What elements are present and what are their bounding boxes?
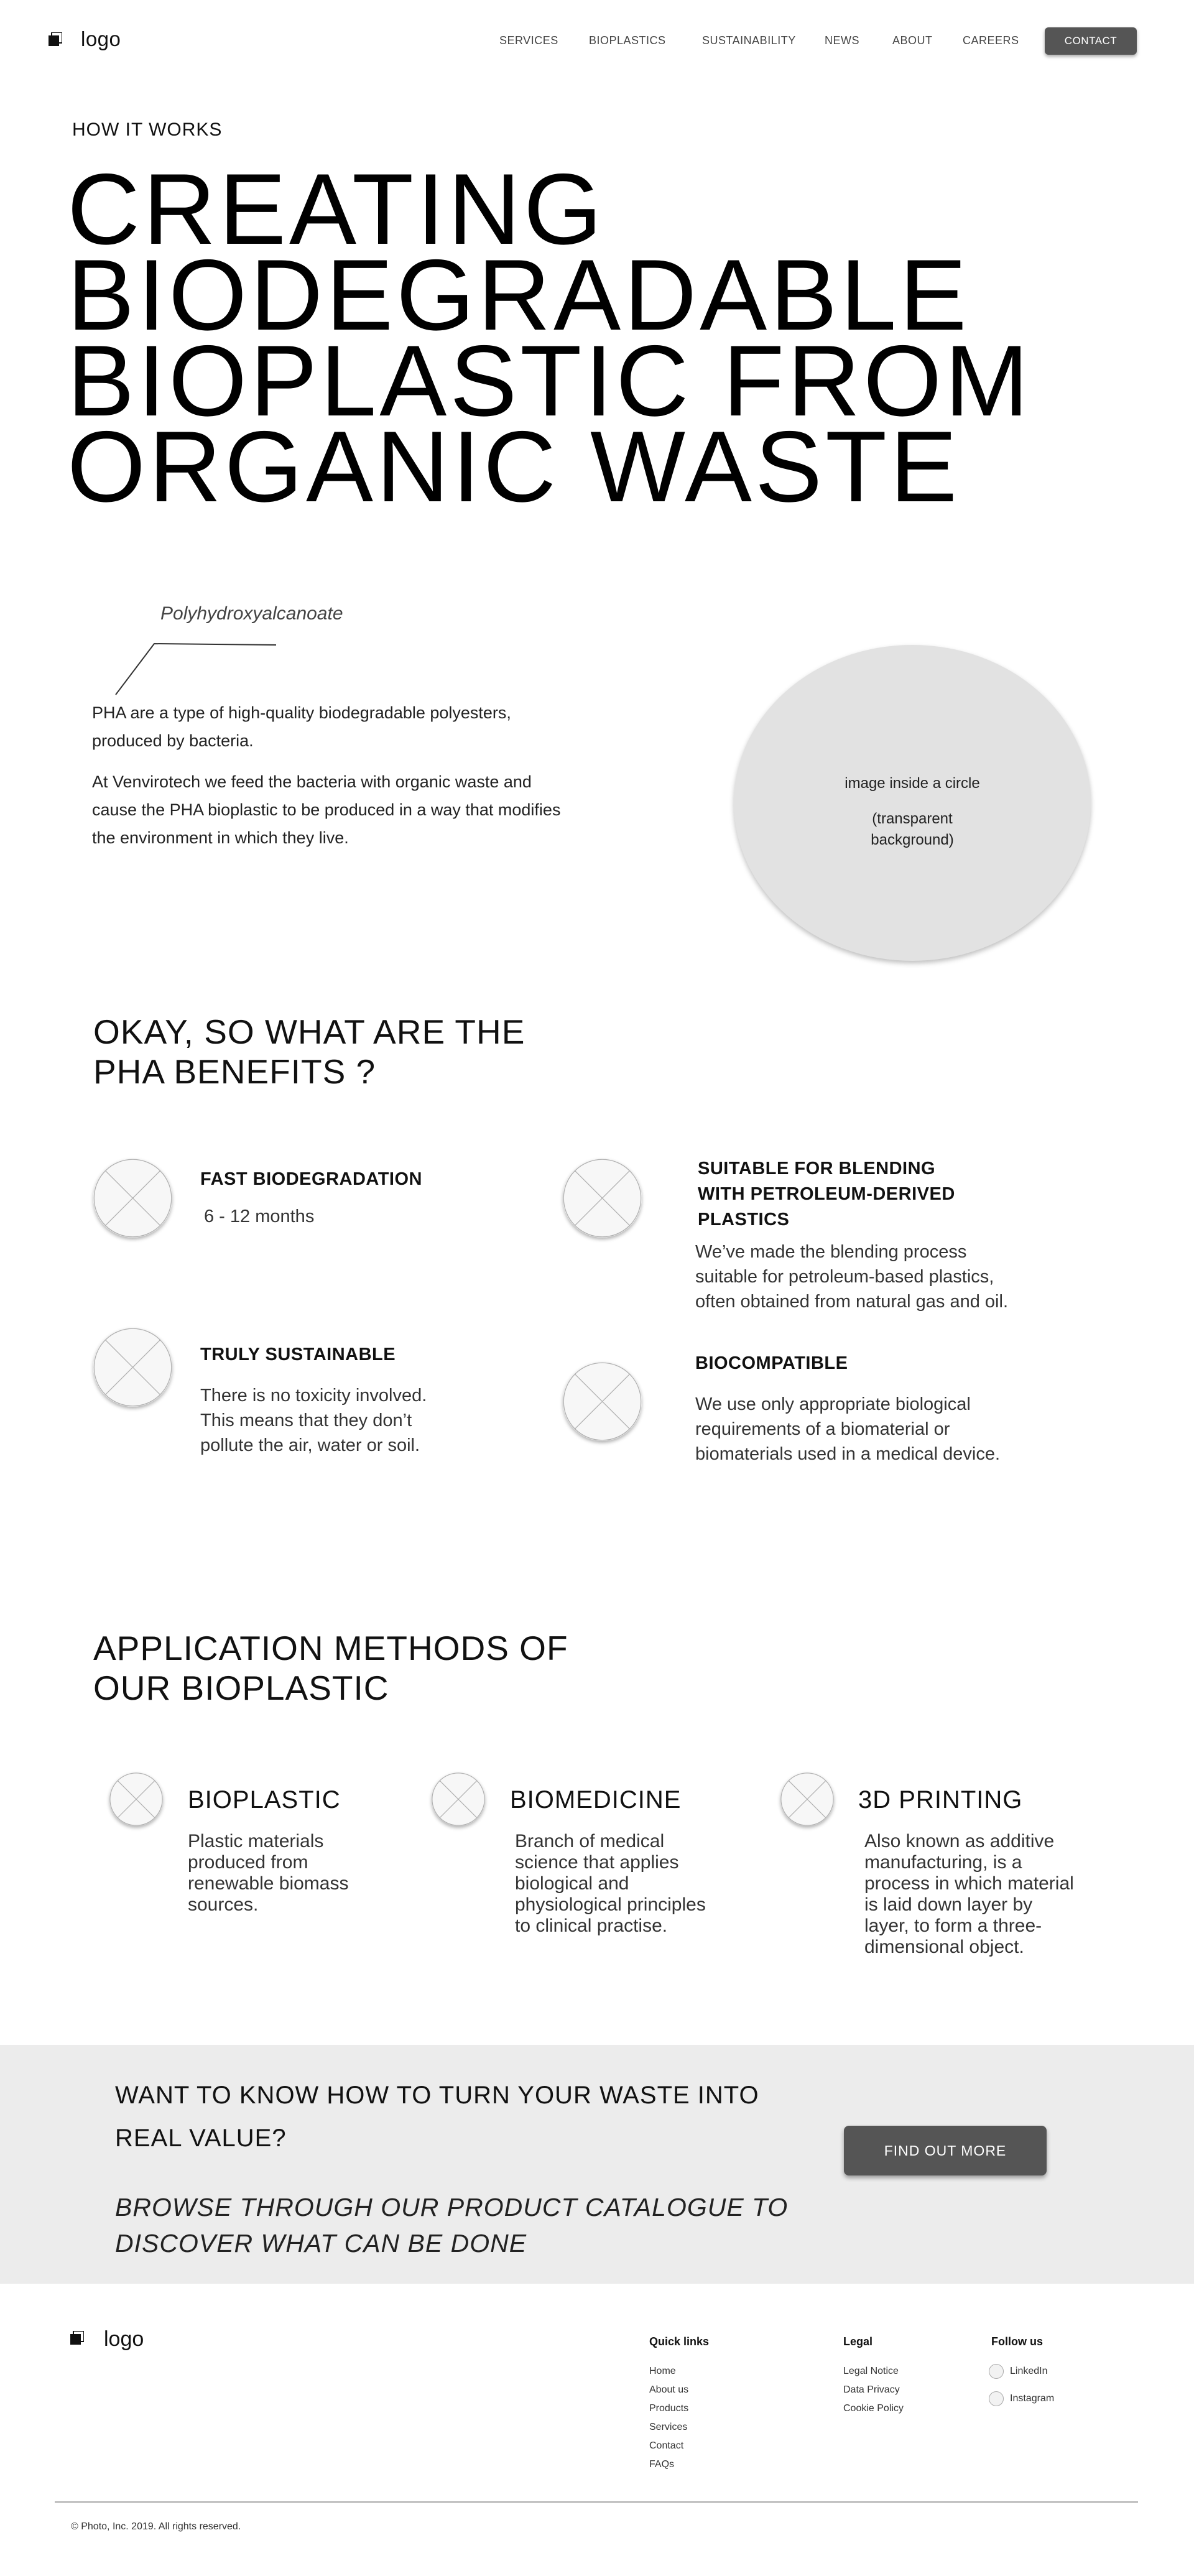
footer-quick-links: [649, 2362, 688, 2474]
benefit-title: BIOCOMPATIBLE: [695, 1353, 848, 1373]
footer-link-data-privacy[interactable]: Data Privacy: [843, 2384, 900, 2395]
application-text: Branch of medical science that applies biological and physiological principles to clinical practise.: [515, 1831, 706, 1936]
application-icon-placeholder: [780, 1772, 834, 1826]
footer-link-contact[interactable]: Contact: [649, 2440, 684, 2451]
nav-about[interactable]: ABOUT: [892, 34, 933, 47]
footer-legal-links: [843, 2362, 904, 2418]
hero-title-line-4: ORGANIC WASTE: [67, 410, 961, 523]
linkedin-label: LinkedIn: [1010, 2366, 1048, 2376]
footer-link-services[interactable]: Services: [649, 2422, 688, 2432]
logo-cube-icon: [49, 32, 62, 46]
hero-title-line-3: BIOPLASTIC FROM: [67, 325, 1032, 437]
image-placeholder-caption: image inside a circle: [845, 775, 980, 792]
hero-title-line-2: BIODEGRADABLE: [67, 239, 970, 351]
instagram-label: Instagram: [1010, 2393, 1055, 2404]
image-placeholder-icon: [780, 1772, 834, 1826]
nav-bioplastics[interactable]: BIOPLASTICS: [589, 34, 666, 47]
pha-label: Polyhydroxyalcanoate: [160, 603, 343, 624]
benefits-title: OKAY, SO WHAT ARE THE PHA BENEFITS ?: [93, 1012, 525, 1091]
footer-legal-title: Legal: [843, 2335, 873, 2348]
benefit-icon-placeholder: [563, 1159, 642, 1238]
footer-divider: [55, 2501, 1138, 2503]
logo-text[interactable]: logo: [81, 27, 121, 50]
nav-careers[interactable]: CAREERS: [963, 34, 1019, 47]
application-text: Plastic materials produced from renewable biomass sources.: [188, 1831, 349, 1915]
footer-logo-text[interactable]: logo: [104, 2327, 144, 2351]
nav-sustainability[interactable]: SUSTAINABILITY: [702, 34, 796, 47]
benefit-title: SUITABLE FOR BLENDING WITH PETROLEUM-DERIVED PLASTICS: [698, 1159, 955, 1230]
footer-link-cookie-policy[interactable]: Cookie Policy: [843, 2403, 904, 2414]
image-placeholder-icon: [109, 1772, 163, 1826]
nav-news[interactable]: NEWS: [825, 34, 859, 47]
footer-quick-links-title: Quick links: [649, 2335, 710, 2348]
benefit-text: There is no toxicity involved. This means that they don’t pollute the air, water or soil.: [200, 1386, 427, 1455]
intro-paragraph-1: PHA are a type of high-quality biodegradable polyesters, produced by bacteria.: [92, 703, 511, 750]
hero-title-line-1: CREATING: [67, 153, 606, 266]
application-icon-placeholder: [432, 1772, 485, 1826]
application-title: BIOMEDICINE: [510, 1786, 682, 1814]
benefit-text: 6 - 12 months: [204, 1207, 315, 1226]
cta-question: WANT TO KNOW HOW TO TURN YOUR WASTE INTO REAL VALUE?: [115, 2082, 759, 2152]
benefit-icon-placeholder: [93, 1159, 172, 1238]
hero-eyebrow: HOW IT WORKS: [72, 119, 223, 140]
benefit-text: We use only appropriate biological requirements of a biomaterial or biomaterials used in a medical device.: [695, 1394, 1001, 1464]
footer-link-home[interactable]: Home: [649, 2366, 676, 2376]
benefit-title: TRULY SUSTAINABLE: [200, 1345, 396, 1364]
image-placeholder-note-text: (transparent background): [871, 810, 954, 848]
image-placeholder-icon: [563, 1159, 642, 1238]
application-icon-placeholder: [109, 1772, 163, 1826]
linkedin-icon: [989, 2364, 1004, 2379]
image-placeholder-icon: [93, 1328, 172, 1407]
application-title: 3D PRINTING: [858, 1786, 1023, 1814]
footer-link-legal-notice[interactable]: Legal Notice: [843, 2366, 899, 2376]
footer-follow-title: Follow us: [991, 2335, 1043, 2348]
pha-pointer-line: [115, 642, 277, 695]
instagram-icon: [989, 2391, 1004, 2406]
image-placeholder-icon: [563, 1362, 642, 1441]
footer-link-linkedin[interactable]: [989, 2362, 1048, 2381]
footer-link-instagram[interactable]: [989, 2389, 1054, 2408]
image-placeholder-icon: [432, 1772, 485, 1826]
logo-cube-icon: [70, 2331, 84, 2345]
image-placeholder-note: [734, 808, 1091, 851]
find-out-more-button[interactable]: FIND OUT MORE: [844, 2126, 1047, 2175]
benefit-title: FAST BIODEGRADATION: [200, 1169, 422, 1189]
benefit-icon-placeholder: [93, 1328, 172, 1407]
intro-paragraph-2: At Venvirotech we feed the bacteria with organic waste and cause the PHA bioplastic to be produced in a way that modifies the environment in which they live.: [92, 772, 561, 847]
application-title: BIOPLASTIC: [188, 1786, 341, 1814]
applications-title: APPLICATION METHODS OF OUR BIOPLASTIC: [93, 1629, 568, 1707]
nav-services[interactable]: SERVICES: [499, 34, 558, 47]
image-placeholder-circle: [734, 645, 1091, 961]
benefit-text: We’ve made the blending process suitable for petroleum-based plastics, often obtained from natural gas and oil.: [695, 1242, 1008, 1312]
contact-button[interactable]: CONTACT: [1045, 27, 1137, 55]
footer-link-about-us[interactable]: About us: [649, 2384, 689, 2395]
footer-link-faqs[interactable]: FAQs: [649, 2459, 675, 2470]
benefit-icon-placeholder: [563, 1362, 642, 1441]
copyright-text: © Photo, Inc. 2019. All rights reserved.: [71, 2521, 241, 2532]
hero-title: [67, 153, 1124, 523]
footer-link-products[interactable]: Products: [649, 2403, 689, 2414]
application-text: Also known as additive manufacturing, is a process in which material is laid down layer by layer, to form a three-dimensional object.: [864, 1831, 1074, 1957]
image-placeholder-icon: [93, 1159, 172, 1238]
cta-browse-text: BROWSE THROUGH OUR PRODUCT CATALOGUE TO DISCOVER WHAT CAN BE DONE: [115, 2193, 789, 2258]
